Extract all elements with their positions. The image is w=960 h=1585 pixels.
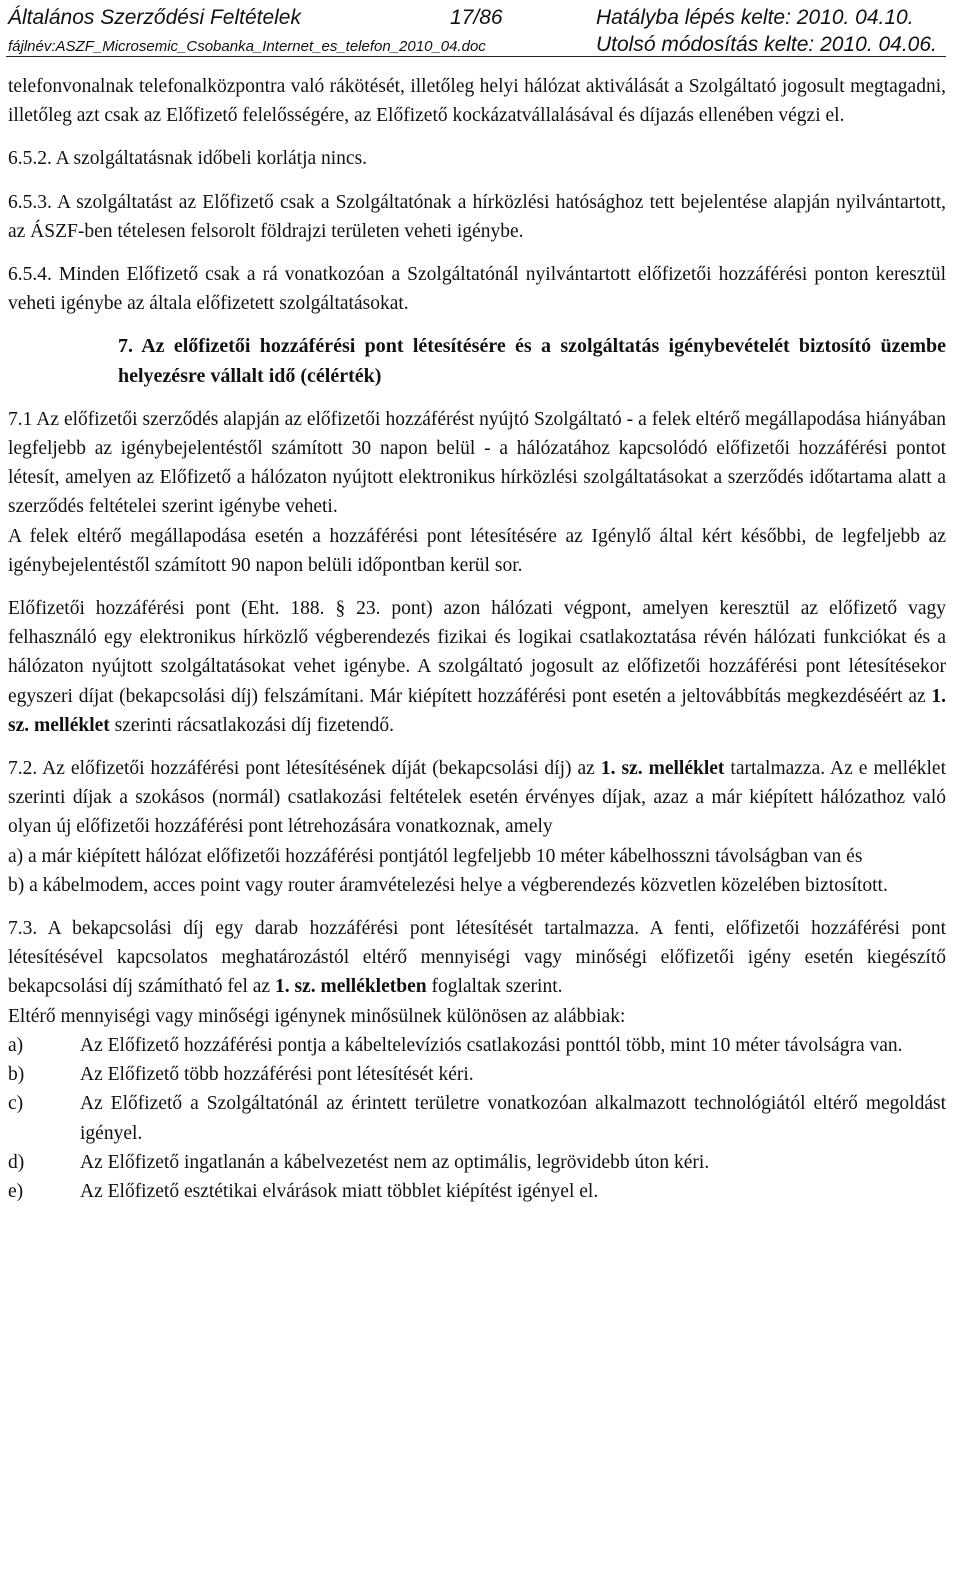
annex-reference: 1. sz. mellékletben (274, 976, 427, 998)
list-item-text: Az Előfizető hozzáférési pontja a kábeltelevíziós csatlakozási ponttól több, mint 10 méter távolságra van. (80, 1034, 903, 1056)
paragraph-7-1: 7.1 Az előfizetői szerződés alapján az előfizetői hozzáférést nyújtó Szolgáltató - a felek eltérő megállapodása hiányában legfeljebb az igénybejelentéstől számított 30 napon belül - a hálózatához kapcsolódó előfizetői hozzáférési pontot létesít, amelyen az Előfizető a hálózaton nyújtott elektronikus hírközlési szolgáltatásokat a szerződés időtartama alatt a szerződés feltételei szerint igénybe veheti. (8, 408, 946, 518)
deviation-list (8, 1031, 946, 1206)
list-item (8, 1031, 946, 1060)
list-item-text: Az Előfizető esztétikai elvárások miatt többlet kiépítést igényel el. (80, 1180, 599, 1202)
list-item-label: b) (8, 1064, 25, 1086)
paragraph-6-5-3: 6.5.3. A szolgáltatást az Előfizető csak a Szolgáltatónak a hírközlési hatósághoz tett bejelentése alapján nyilvántartott, az ÁSZF-ben tételesen felsorolt földrajzi területen veheti igénybe. (8, 191, 946, 242)
list-item (8, 1089, 946, 1147)
access-point-text-2: szerinti rácsatlakozási díj fizetendő. (109, 714, 395, 736)
paragraph-intro: telefonvonalnak telefonalközpontra való rákötését, illetőleg helyi hálózat aktiválását a Szolgáltató jogosult megtagadni, illetőleg azt csak az Előfizető felelősségére, az Előfizető kockázatvállalásával és díjazás ellenében végzi el. (8, 76, 946, 127)
header-page-number: 17/86 (450, 6, 503, 29)
header-filename: fájlnév:ASZF_Microsemic_Csobanka_Internet_es_telefon_2010_04.doc (8, 38, 486, 55)
annex-reference: 1. sz. melléklet (600, 758, 725, 780)
paragraph-6-5-2: 6.5.2. A szolgáltatásnak időbeli korlátja nincs. (8, 148, 368, 170)
list-item (8, 1177, 946, 1206)
paragraph-7-3-text-1: 7.3. A bekapcsolási díj egy darab hozzáférési pont létesítését tartalmazza. A fenti, előfizetői hozzáférési pont létesítésével kapcsolatos meghatározástól eltérő mennyiségi vagy minőségi előfizetői igény esetén kiegészítő bekapcsolási díj számítható fel az (8, 918, 946, 998)
list-item-label: d) (8, 1151, 25, 1173)
list-item (8, 1148, 946, 1177)
paragraph-7-2-text-1: 7.2. Az előfizetői hozzáférési pont létesítésének díját (bekapcsolási díj) az (8, 758, 601, 780)
paragraph-7-2-text-2: tartalmazza. Az e melléklet szerinti díjak a szokásos (normál) csatlakozási feltételek esetén érvényes díjak, azaz a már kiépített hálózathoz való olyan új előfizetői hozzáférési pont létrehozására vonatkoznak, amely (8, 758, 946, 838)
paragraph-deviation-intro: Eltérő mennyiségi vagy minőségi igénynek minősülnek különösen az alábbiak: (8, 1005, 626, 1027)
list-item-label: c) (8, 1093, 24, 1115)
header-divider (6, 56, 946, 57)
list-item-text: Az Előfizető ingatlanán a kábelvezetést nem az optimális, legrövidebb úton kéri. (80, 1151, 710, 1173)
list-item-label: a) (8, 1034, 24, 1056)
section-heading-7: 7. Az előfizetői hozzáférési pont létesítésére és a szolgáltatás igénybevételét biztosító üzembe helyezésre vállalt idő (célérték) (118, 335, 946, 387)
header-effective-date: Hatályba lépés kelte: 2010. 04.10. (596, 6, 914, 29)
paragraph-7-2-item-a: a) a már kiépített hálózat előfizetői hozzáférési pontjától legfeljebb 10 méter kábelhosszni távolságban van és (8, 845, 863, 867)
paragraph-7-1-continued: A felek eltérő megállapodása esetén a hozzáférési pont létesítésére az Igénylő által kért későbbi, de legfeljebb az igénybejelentéstől számított 90 napon belüli időpontban kerül sor. (8, 525, 946, 576)
paragraph-7-3-text-2: foglaltak szerint. (426, 976, 563, 998)
list-item-label: e) (8, 1180, 24, 1202)
paragraph-7-2 (8, 754, 946, 842)
header-document-title: Általános Szerződési Feltételek (8, 6, 301, 29)
paragraph-6-5-4: 6.5.4. Minden Előfizető csak a rá vonatkozóan a Szolgáltatónál nyilvántartott előfizetői hozzáférési ponton keresztül veheti igénybe az általa előfizetett szolgáltatásokat. (8, 264, 946, 315)
header-modified-date: Utolsó módosítás kelte: 2010. 04.06. (596, 33, 937, 56)
document-body (8, 72, 946, 1206)
paragraph-7-3 (8, 914, 946, 1002)
paragraph-access-point-definition (8, 594, 946, 740)
list-item (8, 1060, 946, 1089)
annex-reference: 1. sz. melléklet (8, 685, 946, 736)
paragraph-7-2-item-b: b) a kábelmodem, acces point vagy router áramvételezési helye a végberendezés közvetlen közelében biztosított. (8, 874, 888, 896)
list-item-text: Az Előfizető a Szolgáltatónál az érintett területre vonatkozóan alkalmazott technológiától eltérő megoldást igényel. (80, 1093, 946, 1144)
list-item-text: Az Előfizető több hozzáférési pont létesítését kéri. (80, 1064, 474, 1086)
access-point-text-1: Előfizetői hozzáférési pont (Eht. 188. § 23. pont) azon hálózati végpont, amelyen keresztül az előfizető vagy felhasználó egy elektronikus hírközlő végberendezés fizikai és logikai csatlakoztatása révén hálózati funkciókat és a hálózaton nyújtott szolgáltatásokat vehet igénybe. A szolgáltató jogosult az előfizetői hozzáférési pont létesítésekor egyszeri díjat (bekapcsolási díj) felszámítani. Már kiépített hozzáférési pont esetén a jeltovábbítás megkezdéséért az (8, 598, 946, 707)
